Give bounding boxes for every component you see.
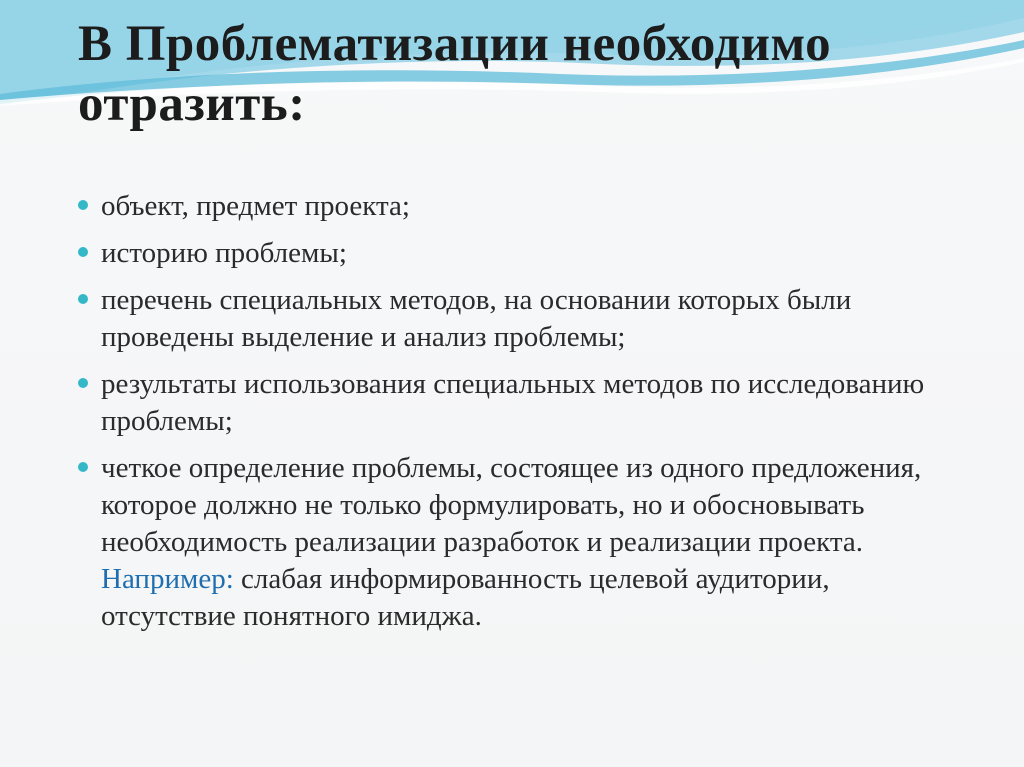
example-label: Например:	[101, 563, 234, 595]
bullet-dot-icon	[78, 200, 88, 210]
bullet-text: перечень специальных методов, на основании которых были проведены выделение и анализ проблемы;	[101, 284, 852, 353]
bullet-item-definition	[78, 450, 938, 635]
bullet-text: результаты использования специальных методов по исследованию проблемы;	[101, 368, 925, 437]
bullet-item-object	[78, 188, 938, 225]
bullet-item-methods	[78, 282, 938, 356]
slide-title: В Проблематизации необходимо отразить:	[78, 16, 832, 132]
bullet-item-results	[78, 366, 938, 440]
bullet-item-history	[78, 235, 938, 272]
bullet-text: объект, предмет проекта;	[101, 190, 410, 222]
example-text: слабая информированность целевой аудитории, отсутствие понятного имиджа.	[101, 563, 830, 632]
bullet-text: историю проблемы;	[101, 237, 347, 269]
bullet-dot-icon	[78, 378, 88, 388]
bullet-dot-icon	[78, 294, 88, 304]
bullet-dot-icon	[78, 462, 88, 472]
bullet-text: четкое определение проблемы, состоящее из одного предложения, которое должно не только формулировать, но и обосновывать необходимость реализации разработок и реализации проекта.	[101, 452, 922, 558]
bullet-dot-icon	[78, 247, 88, 257]
bullet-list	[78, 188, 938, 645]
